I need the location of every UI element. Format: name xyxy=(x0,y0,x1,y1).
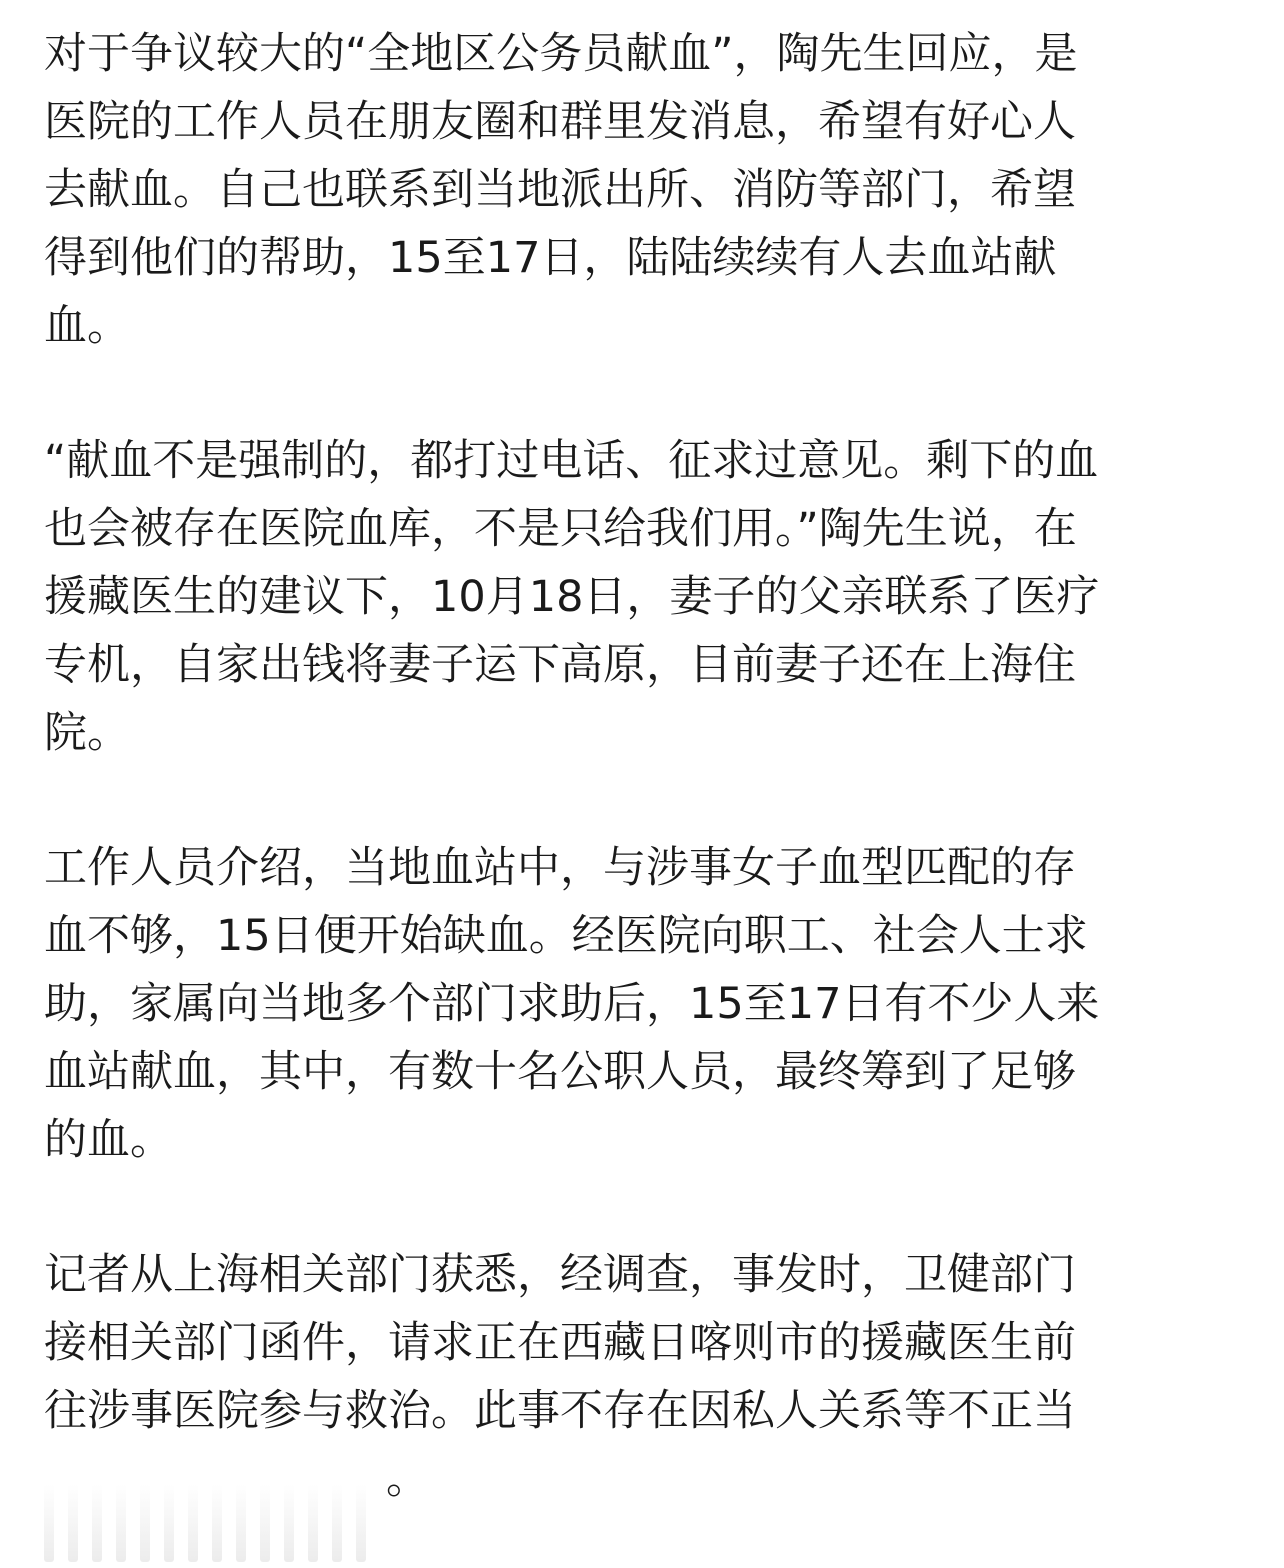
paragraph-gap xyxy=(44,767,1240,834)
text-line: 去献血。自己也联系到当地派出所、消防等部门，希望 xyxy=(44,165,1076,215)
text-line: 助，家属向当地多个部门求助后，15至17日有不少人来 xyxy=(44,979,1100,1029)
paragraph-4 xyxy=(44,1241,1240,1513)
text-line: 专机，自家出钱将妻子运下高原，目前妻子还在上海住 xyxy=(44,640,1076,690)
paragraph-3 xyxy=(44,834,1240,1174)
paragraph-2 xyxy=(44,427,1240,767)
text-line: 记者从上海相关部门获悉，经调查，事发时，卫健部门 xyxy=(44,1250,1076,1300)
text-line: 医院的工作人员在朋友圈和群里发消息，希望有好心人 xyxy=(44,97,1076,147)
text-line: 接相关部门函件，请求正在西藏日喀则市的援藏医生前 xyxy=(44,1318,1076,1368)
text-line: 工作人员介绍，当地血站中，与涉事女子血型匹配的存 xyxy=(44,843,1076,893)
text-line: 对于争议较大的“全地区公务员献血”，陶先生回应，是 xyxy=(44,29,1078,79)
text-line: 往涉事医院参与救治。此事不存在因私人关系等不正当 xyxy=(44,1386,1076,1436)
text-line: “献血不是强制的，都打过电话、征求过意见。剩下的血 xyxy=(44,436,1099,486)
paragraph-gap xyxy=(44,360,1240,427)
text-line: 的血。 xyxy=(44,1115,173,1165)
article-body xyxy=(44,20,1240,1513)
text-line: 血站献血，其中，有数十名公职人员，最终筹到了足够 xyxy=(44,1047,1076,1097)
text-line: 得到他们的帮助，15至17日，陆陆续续有人去血站献 xyxy=(44,233,1057,283)
text-line: 血。 xyxy=(44,301,130,351)
text-line: 血不够，15日便开始缺血。经医院向职工、社会人士求 xyxy=(44,911,1088,961)
text-line: 。 xyxy=(386,1454,429,1504)
text-line: 院。 xyxy=(44,708,130,758)
text-line: 也会被存在医院血库，不是只给我们用。”陶先生说，在 xyxy=(44,504,1077,554)
text-line: 援藏医生的建议下，10月18日，妻子的父亲联系了医疗 xyxy=(44,572,1100,622)
paragraph-gap xyxy=(44,1174,1240,1241)
paragraph-1 xyxy=(44,20,1240,360)
